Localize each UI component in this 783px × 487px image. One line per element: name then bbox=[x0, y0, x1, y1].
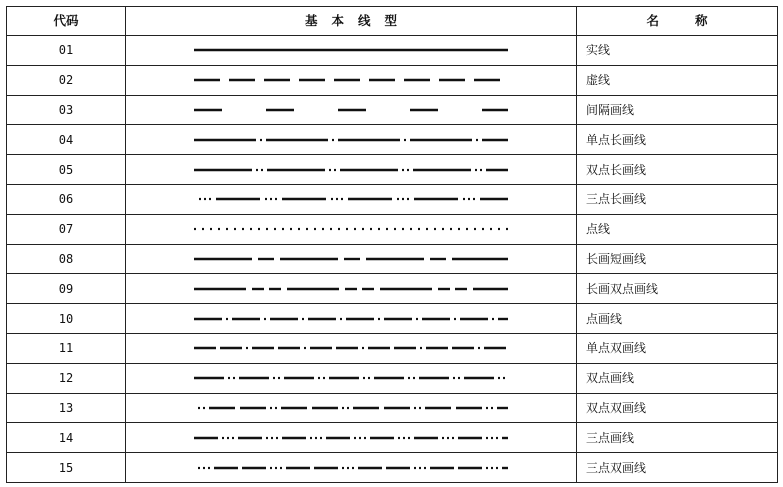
row-code: 02 bbox=[7, 65, 126, 95]
header-name bbox=[577, 7, 778, 36]
line-type-sample-dash-dot bbox=[126, 126, 576, 154]
line-type-sample-spaced bbox=[126, 96, 576, 124]
line-type-sample-long-short bbox=[126, 245, 576, 273]
row-code: 13 bbox=[7, 393, 126, 423]
row-code: 08 bbox=[7, 244, 126, 274]
table-row bbox=[7, 423, 778, 453]
row-name: 三点画线 bbox=[577, 423, 778, 453]
row-code: 06 bbox=[7, 184, 126, 214]
row-code: 03 bbox=[7, 95, 126, 125]
row-code: 12 bbox=[7, 363, 126, 393]
row-name: 双点画线 bbox=[577, 363, 778, 393]
line-type-sample-dashed bbox=[126, 66, 576, 94]
row-line-sample bbox=[126, 304, 577, 334]
row-code: 05 bbox=[7, 155, 126, 185]
row-line-sample bbox=[126, 184, 577, 214]
row-name: 点画线 bbox=[577, 304, 778, 334]
table-row bbox=[7, 65, 778, 95]
row-line-sample bbox=[126, 333, 577, 363]
line-type-sample-long-2short bbox=[126, 275, 576, 303]
line-type-sample-2dash-dot bbox=[126, 334, 576, 362]
line-type-sample-2dash-3dot bbox=[126, 454, 576, 482]
row-line-sample bbox=[126, 65, 577, 95]
table-row bbox=[7, 36, 778, 66]
line-type-sample-dash-3dot bbox=[126, 185, 576, 213]
row-name: 单点长画线 bbox=[577, 125, 778, 155]
row-code: 04 bbox=[7, 125, 126, 155]
table-row bbox=[7, 453, 778, 483]
row-name: 双点长画线 bbox=[577, 155, 778, 185]
row-name: 长画双点画线 bbox=[577, 274, 778, 304]
line-type-sample-short-dash-3dot bbox=[126, 424, 576, 452]
table-row bbox=[7, 155, 778, 185]
row-line-sample bbox=[126, 274, 577, 304]
row-name: 长画短画线 bbox=[577, 244, 778, 274]
line-type-sample-short-dash-2dot bbox=[126, 364, 576, 392]
line-type-sample-solid bbox=[126, 36, 576, 64]
row-line-sample bbox=[126, 36, 577, 66]
table-row bbox=[7, 333, 778, 363]
row-code: 10 bbox=[7, 304, 126, 334]
table-row bbox=[7, 244, 778, 274]
row-code: 15 bbox=[7, 453, 126, 483]
header-code: 代码 bbox=[7, 7, 126, 36]
row-line-sample bbox=[126, 244, 577, 274]
header-row bbox=[7, 7, 778, 36]
table-row bbox=[7, 214, 778, 244]
header-line-type bbox=[126, 7, 577, 36]
header-line-type-label: 基本线型 bbox=[304, 12, 411, 28]
row-name: 实线 bbox=[577, 36, 778, 66]
row-name: 三点长画线 bbox=[577, 184, 778, 214]
row-line-sample bbox=[126, 393, 577, 423]
header-name-label: 名称 bbox=[646, 12, 744, 28]
line-type-sample-dotted bbox=[126, 215, 576, 243]
table-row bbox=[7, 184, 778, 214]
row-code: 09 bbox=[7, 274, 126, 304]
table-row bbox=[7, 363, 778, 393]
line-type-table bbox=[6, 6, 778, 483]
row-name: 双点双画线 bbox=[577, 393, 778, 423]
line-type-sample-dash-dot-dot bbox=[126, 156, 576, 184]
table-row bbox=[7, 125, 778, 155]
table-row bbox=[7, 304, 778, 334]
row-name: 虚线 bbox=[577, 65, 778, 95]
row-code: 07 bbox=[7, 214, 126, 244]
table-row bbox=[7, 95, 778, 125]
row-line-sample bbox=[126, 453, 577, 483]
line-type-sample-short-dash-dot bbox=[126, 305, 576, 333]
row-line-sample bbox=[126, 363, 577, 393]
table-body bbox=[7, 36, 778, 483]
row-name: 三点双画线 bbox=[577, 453, 778, 483]
row-name: 间隔画线 bbox=[577, 95, 778, 125]
row-code: 14 bbox=[7, 423, 126, 453]
row-line-sample bbox=[126, 423, 577, 453]
row-name: 单点双画线 bbox=[577, 333, 778, 363]
row-line-sample bbox=[126, 214, 577, 244]
row-code: 01 bbox=[7, 36, 126, 66]
row-line-sample bbox=[126, 95, 577, 125]
row-line-sample bbox=[126, 155, 577, 185]
row-line-sample bbox=[126, 125, 577, 155]
line-type-sample-2dash-2dot bbox=[126, 394, 576, 422]
row-code: 11 bbox=[7, 333, 126, 363]
table-row bbox=[7, 393, 778, 423]
table-row bbox=[7, 274, 778, 304]
table-header bbox=[7, 7, 778, 36]
row-name: 点线 bbox=[577, 214, 778, 244]
